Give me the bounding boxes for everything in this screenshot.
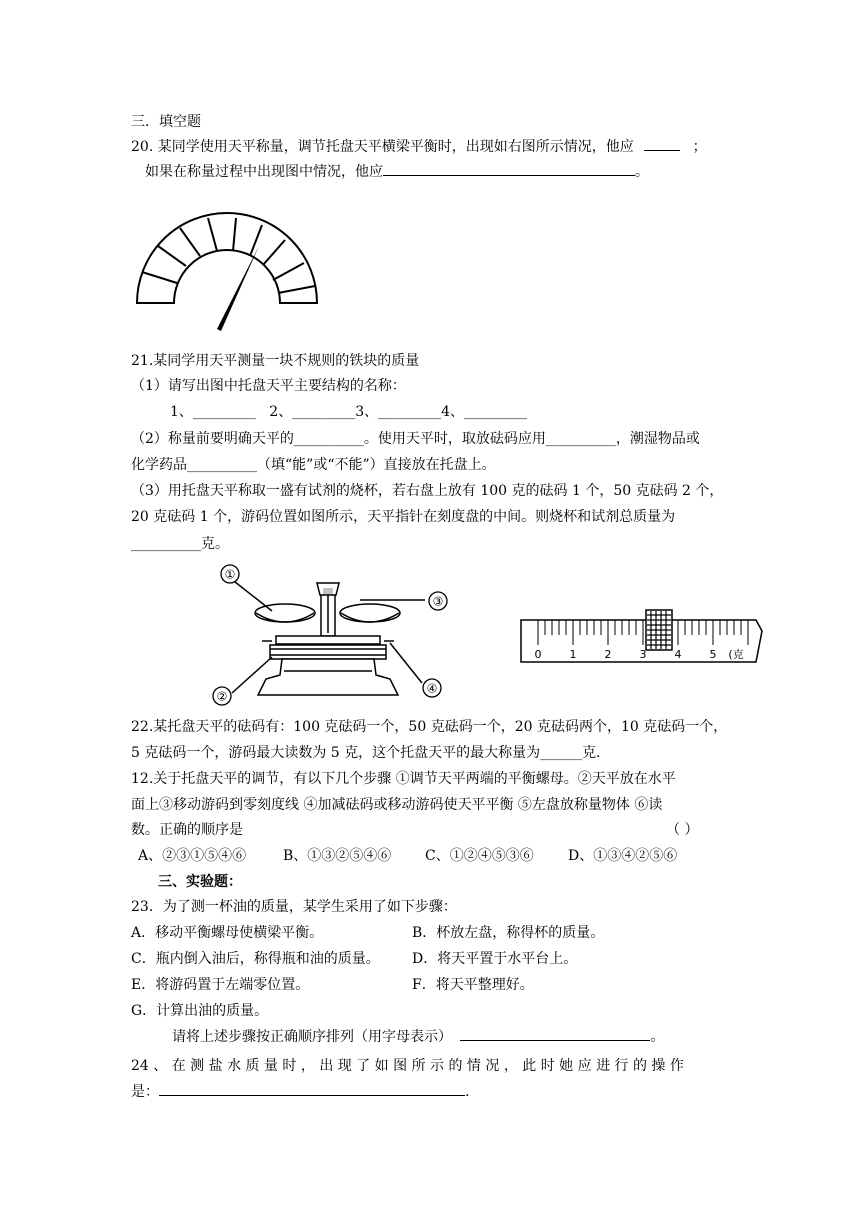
- ruler-unit: (克: [728, 648, 744, 661]
- q12-answer-paren: （ ）: [666, 822, 699, 838]
- q12-option-a[interactable]: A、②③①⑤④⑥: [138, 848, 247, 864]
- q21-part2a: （2）称量前要明确天平的__________。使用天平时，取放砝码应用__________，潮湿物品或: [131, 431, 700, 447]
- q23-order-end: 。: [650, 1029, 665, 1045]
- q21-blank-2to4: 2、_________3、_________4、_________: [269, 404, 528, 420]
- q24-blank[interactable]: [159, 1083, 465, 1096]
- q12-line3: 数。正确的顺序是: [131, 822, 243, 838]
- section-heading-experiment: 三、实验题：: [158, 874, 242, 890]
- q21-blanks: [170, 403, 527, 421]
- q12-option-c[interactable]: C、①②④⑤③⑥: [425, 848, 534, 864]
- q23-step-g: G．计算出油的质量。: [131, 1003, 269, 1019]
- q24-line1: 24 、 在 测 盐 水 质 量 时 ， 出 现 了 如 图 所 示 的 情 况 ， 此 时 她 应 进 行 的 操 作: [131, 1058, 684, 1074]
- q12-option-d[interactable]: D、①③④②⑤⑥: [568, 848, 678, 864]
- rider-scale-figure: [518, 605, 768, 665]
- q23-step-e: E．将游码置于左端零位置。: [131, 977, 310, 993]
- scale-dial-figure: [132, 218, 322, 333]
- q21-blank-1: 1、_________: [170, 404, 256, 420]
- svg-text:|||||: |||||: [322, 588, 334, 595]
- q23-step-a: A．移动平衡螺母使横梁平衡。: [131, 925, 324, 941]
- q22-line2: 5 克砝码一个，游码最大读数为 5 克，这个托盘天平的最大称量为______克．: [131, 745, 611, 761]
- section-heading-fill: 三．填空题: [131, 114, 201, 130]
- q23-order-line: [172, 1028, 664, 1046]
- ruler-tick-5: 5: [709, 648, 717, 661]
- q23-step-d: D．将天平置于水平台上。: [412, 951, 578, 967]
- balance-figure: [210, 563, 470, 708]
- q23-step-b: B．杯放左盘，称得杯的质量。: [412, 925, 605, 941]
- dial-arc: [137, 213, 317, 303]
- balance-label-2: ②: [216, 689, 228, 704]
- q21-part3b: 20 克砝码 1 个，游码位置如图所示，天平指针在刻度盘的中间。则烧杯和试剂总质量为: [131, 509, 676, 525]
- q20-text-1b: ；: [692, 139, 707, 155]
- q23-step-f: F．将天平整理好。: [412, 977, 534, 993]
- q20-line2: [145, 163, 649, 181]
- q24-prompt: 是：: [131, 1084, 159, 1100]
- q21-part3a: （3）用托盘天平称取一盛有试剂的烧杯，若右盘上放有 100 克的砝码 1 个，50 克砝码 2 个，: [131, 483, 724, 499]
- q21-part3c: __________克。: [131, 536, 229, 552]
- q21-part2b: 化学药品__________（填“能”或“不能”）直接放在托盘上。: [131, 457, 496, 473]
- ruler-tick-4: 4: [674, 648, 682, 661]
- q23-step-c: C．瓶内倒入油后，称得瓶和油的质量。: [131, 951, 380, 967]
- balance-label-3: ③: [432, 594, 444, 609]
- q21-title: 21.某同学用天平测量一块不规则的铁块的质量: [131, 353, 420, 369]
- q12-line1: 12.关于托盘天平的调节，有以下几个步骤 ①调节天平两端的平衡螺母。②天平放在水平: [131, 771, 676, 787]
- q23-order-prompt: 请将上述步骤按正确顺序排列（用字母表示）: [172, 1029, 452, 1045]
- q12-line2: 面上③移动游码到零刻度线 ④加减砝码或移动游码使天平平衡 ⑤左盘放称量物体 ⑥读: [131, 797, 663, 813]
- q20-text-2b: 。: [635, 164, 649, 180]
- q20-line1: [131, 138, 707, 156]
- q20-text-1: 20. 某同学使用天平称量，调节托盘天平横梁平衡时，出现如右图所示情况，他应: [131, 139, 634, 155]
- q24-end: .: [465, 1084, 470, 1100]
- q22-line1: 22.某托盘天平的砝码有：100 克砝码一个，50 克砝码一个，20 克砝码两个，10 克砝码一个，: [131, 719, 728, 735]
- q12-option-b[interactable]: B、①③②⑤④⑥: [283, 848, 392, 864]
- ruler-tick-0: 0: [534, 648, 542, 661]
- pointer-needle: [217, 246, 259, 331]
- q24-line2: [131, 1083, 469, 1101]
- q20-blank-1[interactable]: [644, 138, 680, 151]
- balance-label-1: ①: [224, 567, 236, 582]
- ruler-tick-3: 3: [639, 648, 647, 661]
- ruler-tick-1: 1: [569, 648, 577, 661]
- q20-text-2: 如果在称量过程中出现图中情况，他应: [145, 164, 383, 180]
- q23-order-blank[interactable]: [460, 1028, 650, 1041]
- q20-blank-2[interactable]: [383, 163, 635, 176]
- q23-title: 23．为了测一杯油的质量，某学生采用了如下步骤：: [131, 899, 457, 915]
- balance-label-4: ④: [426, 681, 438, 696]
- q21-part1: （1）请写出图中托盘天平主要结构的名称：: [131, 378, 406, 394]
- ruler-tick-2: 2: [604, 648, 612, 661]
